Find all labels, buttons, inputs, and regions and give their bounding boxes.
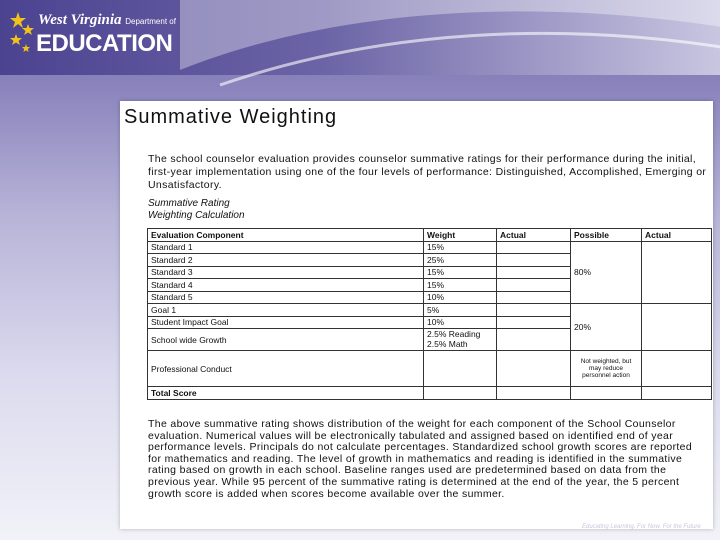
cell-possible: [571, 387, 642, 400]
cell-actual: [497, 387, 571, 400]
wv-education-logo: [8, 6, 183, 66]
cell-actual: [497, 316, 571, 329]
cell-component: Student Impact Goal: [148, 316, 424, 329]
logo-education-text: EDUCATION: [36, 30, 173, 57]
header-possible: Possible: [571, 229, 642, 242]
cell-actual: [497, 351, 571, 387]
cell-weight: 15%: [424, 279, 497, 292]
weight-math: 2.5% Math: [427, 338, 468, 349]
header-weight: Weight: [424, 229, 497, 242]
table-row: [148, 304, 712, 317]
cell-component: Professional Conduct: [148, 351, 424, 387]
header-actual: Actual: [497, 229, 571, 242]
cell-actual: [497, 304, 571, 317]
cell-possible-note: Not weighted, but may reduce personnel action: [571, 351, 642, 387]
cell-possible-20: 20%: [571, 304, 642, 351]
cell-actual-total: [642, 387, 712, 400]
cell-weight: 10%: [424, 316, 497, 329]
document-page: [120, 101, 713, 529]
weight-reading: 2.5% Reading: [427, 329, 481, 339]
subtitle-line-1: Summative Rating: [148, 198, 230, 209]
table-row: [148, 241, 712, 254]
cell-weight: 15%: [424, 266, 497, 279]
cell-actual: [497, 329, 571, 351]
cell-possible-80: 80%: [571, 241, 642, 304]
cell-component: Goal 1: [148, 304, 424, 317]
stars-icon: [8, 10, 38, 60]
subtitle-line-2: Weighting Calculation: [148, 209, 245, 221]
cell-weight: 5%: [424, 304, 497, 317]
cell-weight: [424, 329, 497, 351]
cell-actual-conduct: [642, 351, 712, 387]
intro-paragraph: The school counselor evaluation provides counselor summative ratings for their performance during the initial, first-year implementation using one of the four levels of performance: Distinguished, Accomplished, Emerging or Unsatisfactory.: [148, 153, 707, 191]
cell-component: Standard 3: [148, 266, 424, 279]
cell-actual: [497, 266, 571, 279]
cell-actual-group2: [642, 304, 712, 351]
table-subtitle: [148, 198, 245, 221]
cell-component: School wide Growth: [148, 329, 424, 351]
cell-weight: [424, 387, 497, 400]
cell-component: Standard 4: [148, 279, 424, 292]
cell-weight: 15%: [424, 241, 497, 254]
explanation-paragraph: The above summative rating shows distribution of the weight for each component of the School Counselor evaluation. Numerical values will be electronically tabulated and assigned based on identified end of year performance levels. Principals do not calculate percentages. Standardized school growth scores are reported for mathematics and reading. The level of growth in mathematics and reading is identified in the summative rating based on growth in each school. Baseline ranges used are predetermined based on data from the previous year. While 95 percent of the summative rating is determined at the end of the year, the 5 percent growth score is added when scores become available over the summer.: [148, 418, 693, 500]
cell-component: Total Score: [148, 387, 424, 400]
cell-weight: 25%: [424, 254, 497, 267]
logo-dept-text: Department of: [125, 17, 176, 26]
cell-actual: [497, 279, 571, 292]
cell-component: Standard 2: [148, 254, 424, 267]
cell-actual-group1: [642, 241, 712, 304]
header-component: Evaluation Component: [148, 229, 424, 242]
table-row: [148, 387, 712, 400]
header-actual-2: Actual: [642, 229, 712, 242]
cell-component: Standard 5: [148, 291, 424, 304]
table-header-row: [148, 229, 712, 242]
logo-state-name: [38, 12, 176, 29]
cell-actual: [497, 291, 571, 304]
weighting-table: [147, 228, 712, 400]
header-swoosh: [180, 0, 720, 110]
cell-weight: 10%: [424, 291, 497, 304]
table-row: [148, 351, 712, 387]
cell-weight: [424, 351, 497, 387]
logo-state-text: West Virginia: [38, 12, 122, 28]
document-title: Summative Weighting: [124, 106, 338, 128]
cell-actual: [497, 241, 571, 254]
footer-tagline: Educating Learning. For Now. For the Future: [582, 524, 701, 530]
cell-actual: [497, 254, 571, 267]
cell-component: Standard 1: [148, 241, 424, 254]
